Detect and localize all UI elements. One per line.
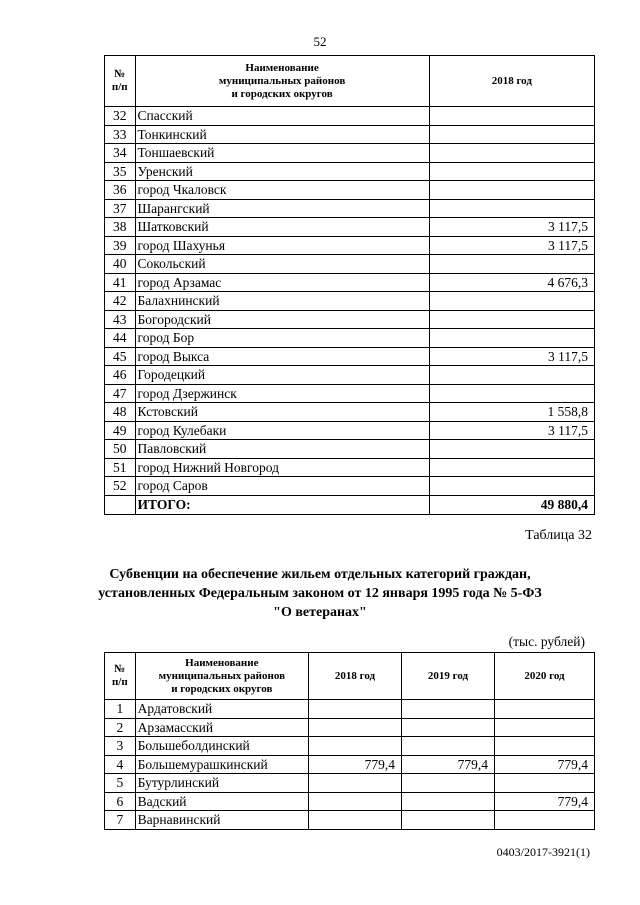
row-number: 48 [105, 403, 136, 422]
district-name: город Выкса [135, 347, 429, 366]
value-2019 [402, 700, 495, 719]
header-year-2020: 2020 год [495, 653, 595, 700]
district-name: город Саров [135, 477, 429, 496]
district-name: город Бор [135, 329, 429, 348]
value-2018 [429, 366, 594, 385]
value-2018 [308, 811, 401, 830]
table-row [105, 755, 595, 774]
value-2019 [402, 774, 495, 793]
section-heading: Субвенции на обеспечение жильем отдельных категорий граждан, установленных Федеральным законом от 12 января 1995 года № 5-ФЗ "О ветеранах" [98, 567, 542, 620]
document-code: 0403/2017-3921(1) [496, 845, 590, 859]
row-number: 33 [105, 125, 136, 144]
value-2018: 4 676,3 [429, 273, 594, 292]
row-number: 7 [105, 811, 136, 830]
value-2018 [429, 292, 594, 311]
value-2019 [402, 737, 495, 756]
table-row [105, 310, 595, 329]
district-name: Сокольский [135, 255, 429, 274]
value-2018: 3 117,5 [429, 236, 594, 255]
row-number: 40 [105, 255, 136, 274]
row-number: 43 [105, 310, 136, 329]
value-2020 [495, 737, 595, 756]
value-2018 [308, 737, 401, 756]
table-row [105, 107, 595, 126]
value-2018 [429, 458, 594, 477]
total-label: ИТОГО: [135, 495, 429, 514]
table-row [105, 718, 595, 737]
table-row [105, 236, 595, 255]
district-name: Арзамасский [135, 718, 308, 737]
district-name: город Шахунья [135, 236, 429, 255]
table-row [105, 477, 595, 496]
table-row [105, 792, 595, 811]
district-name: Балахнинский [135, 292, 429, 311]
table-row [105, 403, 595, 422]
total-value: 49 880,4 [429, 495, 594, 514]
header-name: Наименование муниципальных районов и городских округов [135, 56, 429, 107]
district-name: Богородский [135, 310, 429, 329]
row-number: 34 [105, 144, 136, 163]
table-row [105, 329, 595, 348]
district-name: город Арзамас [135, 273, 429, 292]
table-row [105, 199, 595, 218]
row-number: 5 [105, 774, 136, 793]
table-row [105, 366, 595, 385]
row-number: 38 [105, 218, 136, 237]
district-name: Уренский [135, 162, 429, 181]
table-row [105, 125, 595, 144]
value-2020: 779,4 [495, 792, 595, 811]
units-label: (тыс. рублей) [508, 634, 585, 649]
value-2018: 1 558,8 [429, 403, 594, 422]
districts-table-2018 [104, 55, 595, 515]
table-row [105, 144, 595, 163]
value-2020 [495, 774, 595, 793]
district-name: Варнавинский [135, 811, 308, 830]
value-2018 [308, 700, 401, 719]
district-name: Павловский [135, 440, 429, 459]
table-row [105, 384, 595, 403]
value-2020 [495, 700, 595, 719]
header-num: № п/п [105, 653, 136, 700]
district-name: Шатковский [135, 218, 429, 237]
veterans-subsidies-table [104, 652, 595, 830]
district-name: Вадский [135, 792, 308, 811]
row-number: 39 [105, 236, 136, 255]
row-number: 44 [105, 329, 136, 348]
value-2020 [495, 811, 595, 830]
table-row [105, 273, 595, 292]
header-name: Наименование муниципальных районов и городских округов [135, 653, 308, 700]
value-2018 [429, 310, 594, 329]
value-2018: 3 117,5 [429, 421, 594, 440]
value-2018 [429, 440, 594, 459]
row-number: 50 [105, 440, 136, 459]
value-2020 [495, 718, 595, 737]
district-name: Тонкинский [135, 125, 429, 144]
district-name: Спасский [135, 107, 429, 126]
row-number: 3 [105, 737, 136, 756]
row-number: 2 [105, 718, 136, 737]
district-name: Шарангский [135, 199, 429, 218]
table-row [105, 440, 595, 459]
row-number: 52 [105, 477, 136, 496]
table-label: Таблица 32 [525, 528, 592, 543]
table-row [105, 421, 595, 440]
table-row [105, 737, 595, 756]
header-year-2018: 2018 год [308, 653, 401, 700]
district-name: Большемурашкинский [135, 755, 308, 774]
row-number: 32 [105, 107, 136, 126]
value-2018: 3 117,5 [429, 347, 594, 366]
district-name: Большеболдинский [135, 737, 308, 756]
row-number: 4 [105, 755, 136, 774]
value-2019: 779,4 [402, 755, 495, 774]
district-name: Кстовский [135, 403, 429, 422]
row-number: 49 [105, 421, 136, 440]
table-row [105, 347, 595, 366]
table-row [105, 700, 595, 719]
table-row [105, 162, 595, 181]
row-number: 45 [105, 347, 136, 366]
value-2019 [402, 792, 495, 811]
value-2018 [429, 384, 594, 403]
value-2019 [402, 811, 495, 830]
value-2018 [429, 329, 594, 348]
table-row [105, 218, 595, 237]
value-2018 [429, 125, 594, 144]
row-number: 41 [105, 273, 136, 292]
district-name: Бутурлинский [135, 774, 308, 793]
row-number: 6 [105, 792, 136, 811]
value-2018 [429, 162, 594, 181]
total-row [105, 495, 595, 514]
row-number: 51 [105, 458, 136, 477]
value-2018 [429, 477, 594, 496]
value-2018: 779,4 [308, 755, 401, 774]
table-row [105, 811, 595, 830]
district-name: Тоншаевский [135, 144, 429, 163]
row-number: 1 [105, 700, 136, 719]
row-number: 47 [105, 384, 136, 403]
value-2018 [429, 255, 594, 274]
table-row [105, 774, 595, 793]
value-2018 [429, 107, 594, 126]
row-number: 46 [105, 366, 136, 385]
row-number: 37 [105, 199, 136, 218]
value-2018 [429, 199, 594, 218]
district-name: Городецкий [135, 366, 429, 385]
district-name: город Дзержинск [135, 384, 429, 403]
value-2018 [308, 792, 401, 811]
row-number: 36 [105, 181, 136, 200]
district-name: город Кулебаки [135, 421, 429, 440]
table-row [105, 458, 595, 477]
district-name: Ардатовский [135, 700, 308, 719]
district-name: город Нижний Новгород [135, 458, 429, 477]
header-year-2019: 2019 год [402, 653, 495, 700]
value-2018: 3 117,5 [429, 218, 594, 237]
value-2020: 779,4 [495, 755, 595, 774]
value-2018 [308, 774, 401, 793]
table-row [105, 292, 595, 311]
value-2018 [308, 718, 401, 737]
header-year-2018: 2018 год [429, 56, 594, 107]
value-2019 [402, 718, 495, 737]
value-2018 [429, 144, 594, 163]
district-name: город Чкаловск [135, 181, 429, 200]
header-num: № п/п [105, 56, 136, 107]
page-number: 52 [313, 34, 327, 49]
table-row [105, 255, 595, 274]
table-row [105, 181, 595, 200]
value-2018 [429, 181, 594, 200]
row-number: 35 [105, 162, 136, 181]
row-number: 42 [105, 292, 136, 311]
